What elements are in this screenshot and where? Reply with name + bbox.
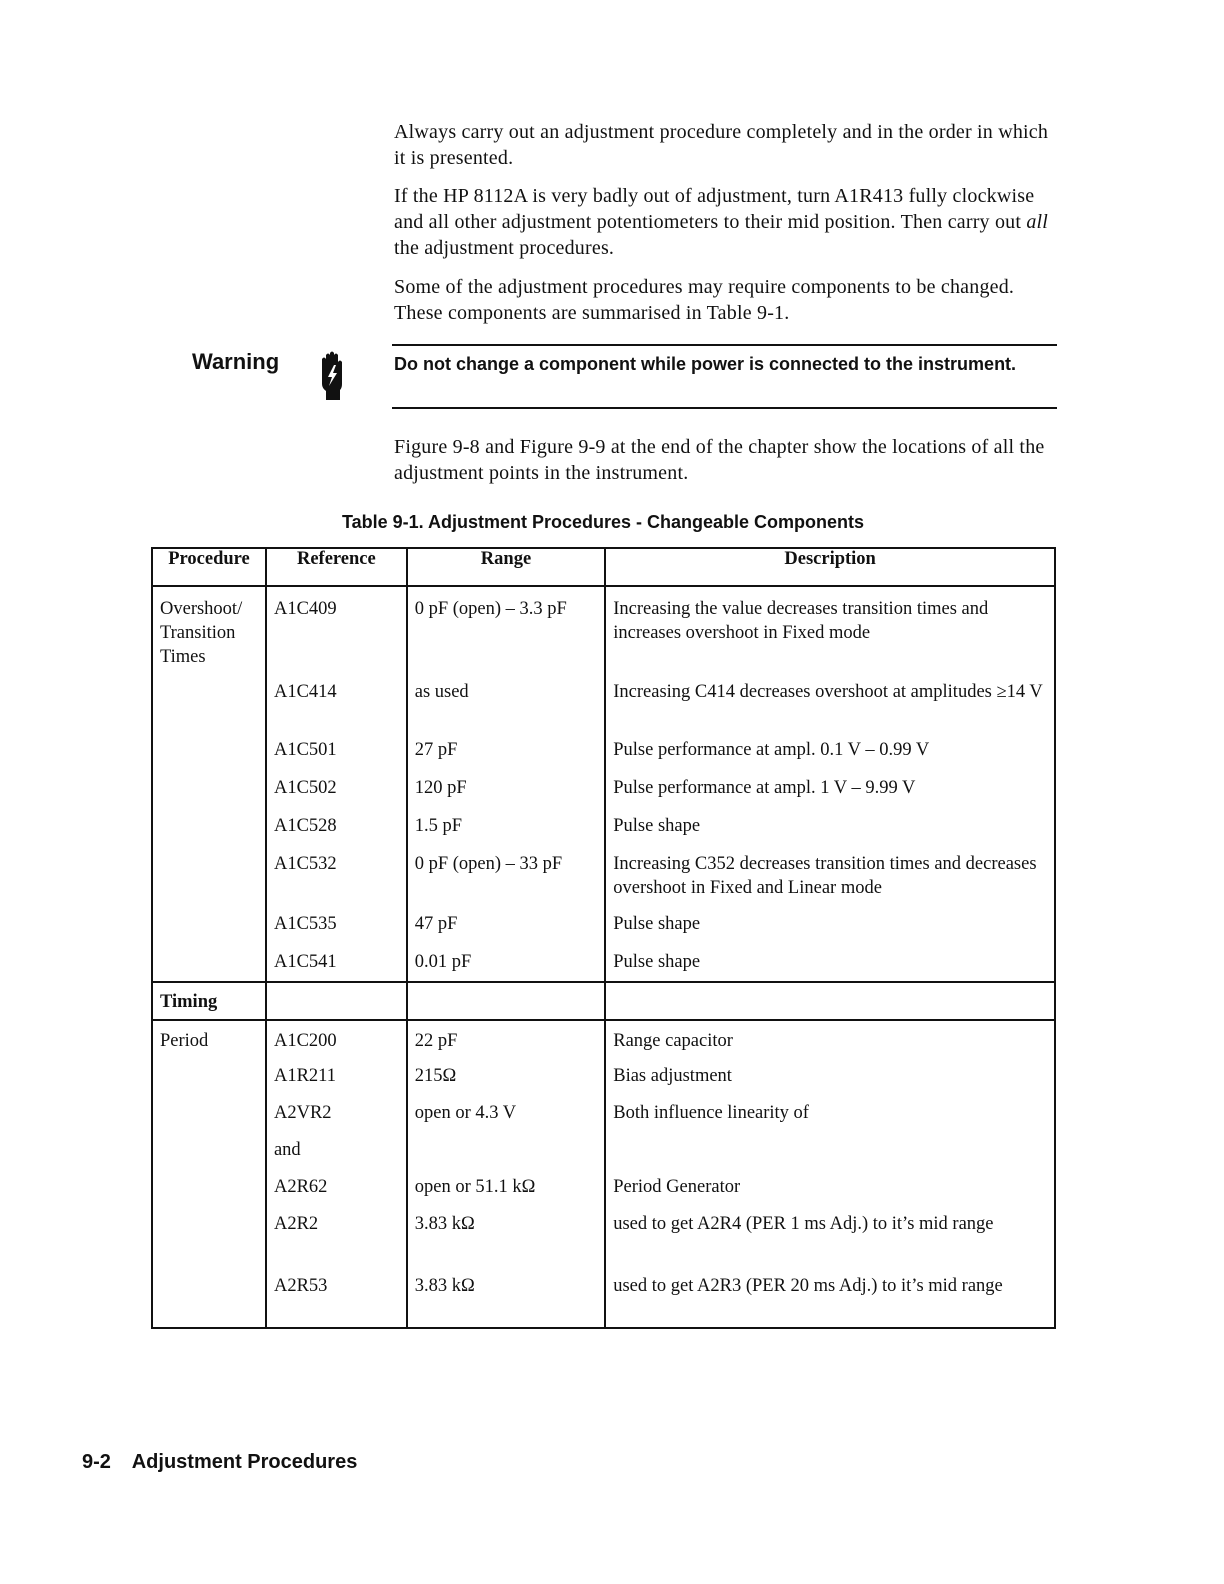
table-row <box>152 1268 1055 1328</box>
warning-text: Do not change a component while power is connected to the instrument. <box>394 354 1017 374</box>
warning-label: Warning <box>192 349 280 374</box>
table-row <box>152 1169 1055 1206</box>
procedure-cell: Overshoot/ Transition Times <box>152 586 266 982</box>
description-cell: Increasing the value decreases transition times and increases overshoot in Fixed mode <box>613 599 989 643</box>
table-caption: Table 9-1. Adjustment Procedures - Changeable Components <box>341 512 865 532</box>
table-row <box>152 906 1055 944</box>
table-row <box>152 1095 1055 1132</box>
reference-cell: A2R2 <box>273 1214 319 1234</box>
table-row <box>152 944 1055 982</box>
table-row <box>152 586 1055 670</box>
reference-cell: A1C502 <box>273 778 337 798</box>
table-row <box>152 732 1055 770</box>
table-row <box>152 1058 1055 1095</box>
description-cell: Increasing C352 decreases transition times and decreases overshoot in Fixed and Linear mode <box>613 854 1037 898</box>
range-cell: 0.01 pF <box>414 952 472 972</box>
reference-cell: A1C541 <box>273 952 337 972</box>
intro-paragraph-1: Always carry out an adjustment procedure completely and in the order in which it is presented. <box>394 121 1049 169</box>
table-row <box>152 770 1055 808</box>
header-description: Description <box>605 548 1055 586</box>
section-title: Adjustment Procedures <box>131 1451 358 1473</box>
reference-cell: A1C414 <box>273 682 337 702</box>
reference-cell: A1C200 <box>273 1031 337 1051</box>
description-cell: Pulse performance at ampl. 1 V – 9.99 V <box>613 778 916 798</box>
reference-cell: A2R62 <box>273 1177 328 1197</box>
reference-cell: A2VR2 <box>273 1103 332 1123</box>
table-row <box>152 670 1055 732</box>
reference-cell: A1C535 <box>273 914 337 934</box>
range-cell: open or 51.1 kΩ <box>414 1177 536 1197</box>
warning-top-rule <box>392 344 1057 346</box>
header-reference: Reference <box>266 548 407 586</box>
range-cell: 0 pF (open) – 33 pF <box>414 854 563 874</box>
range-cell: as used <box>414 682 469 702</box>
warning-bottom-rule <box>392 407 1057 409</box>
intro-paragraph-3: Some of the adjustment procedures may require components to be changed. These components are summarised in Table 9-1. <box>394 276 1015 324</box>
reference-cell: and <box>273 1140 301 1160</box>
description-cell: Both influence linearity of <box>613 1103 809 1123</box>
description-cell: Pulse shape <box>613 816 701 836</box>
range-cell: 0 pF (open) – 3.3 pF <box>414 599 567 619</box>
section-row-timing <box>152 982 1055 1020</box>
description-cell: Pulse performance at ampl. 0.1 V – 0.99 V <box>613 740 930 760</box>
range-cell: 215Ω <box>414 1066 457 1086</box>
reference-cell: A2R53 <box>273 1276 328 1296</box>
reference-cell: A1C409 <box>273 599 337 619</box>
range-cell: 22 pF <box>414 1031 458 1051</box>
range-cell: 47 pF <box>414 914 458 934</box>
reference-cell: A1R211 <box>273 1066 336 1086</box>
header-range: Range <box>407 548 606 586</box>
table-row <box>152 1132 1055 1169</box>
page-footer <box>82 1451 357 1474</box>
description-cell: used to get A2R4 (PER 1 ms Adj.) to it’s mid range <box>613 1214 994 1234</box>
range-cell: 3.83 kΩ <box>414 1276 475 1296</box>
table-row <box>152 1020 1055 1058</box>
table-row <box>152 846 1055 906</box>
section-label: Timing <box>160 992 218 1012</box>
range-cell: 1.5 pF <box>414 816 463 836</box>
figure-reference-paragraph: Figure 9-8 and Figure 9-9 at the end of the chapter show the locations of all the adjustment points in the instrument. <box>394 436 1045 484</box>
procedure-cell: Period <box>152 1020 266 1328</box>
table-row <box>152 1206 1055 1268</box>
page-number: 9-2 <box>82 1451 111 1473</box>
range-cell: open or 4.3 V <box>414 1103 517 1123</box>
intro-paragraph-2 <box>394 183 1054 261</box>
emphasis-all: all <box>1026 211 1049 233</box>
reference-cell: A1C532 <box>273 854 337 874</box>
range-cell: 3.83 kΩ <box>414 1214 475 1234</box>
adjustment-components-table <box>151 547 1056 1329</box>
description-cell: Increasing C414 decreases overshoot at amplitudes ≥14 V <box>613 682 1043 702</box>
description-cell: Bias adjustment <box>613 1066 732 1086</box>
description-cell: Range capacitor <box>613 1031 733 1051</box>
table-row <box>152 808 1055 846</box>
reference-cell: A1C501 <box>273 740 337 760</box>
description-cell: Pulse shape <box>613 914 701 934</box>
hand-lightning-icon <box>314 350 354 402</box>
range-cell: 120 pF <box>414 778 467 798</box>
intro-paragraph-2-tail: the adjustment procedures. <box>394 237 615 259</box>
description-cell: Period Generator <box>613 1177 741 1197</box>
header-procedure: Procedure <box>152 548 266 586</box>
description-cell: used to get A2R3 (PER 20 ms Adj.) to it’s mid range <box>613 1276 1003 1296</box>
description-cell: Pulse shape <box>613 952 701 972</box>
range-cell: 27 pF <box>414 740 458 760</box>
table-header-row <box>152 548 1055 586</box>
reference-cell: A1C528 <box>273 816 337 836</box>
intro-paragraph-2-text: If the HP 8112A is very badly out of adjustment, turn A1R413 fully clockwise and all other adjustment potentiometers to their mid position. Then carry out <box>394 185 1035 233</box>
